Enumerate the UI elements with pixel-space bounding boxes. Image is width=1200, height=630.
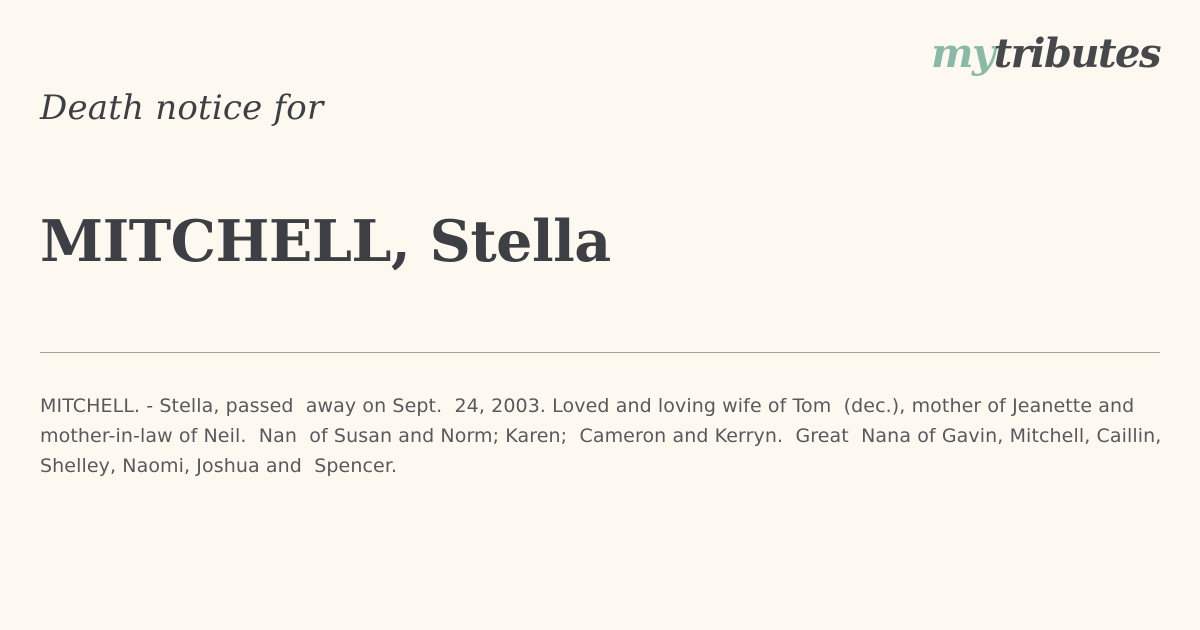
page-title: MITCHELL, Stella — [40, 208, 611, 275]
divider — [40, 352, 1160, 353]
death-notice-body: MITCHELL. - Stella, passed away on Sept. 24, 2003. Loved and loving wife of Tom (dec.), mother of Jeanette and mother-in-law of Neil. Nan of Susan and Norm; Karen; Cameron and Kerryn. Great Nana of Gavin, Mitchell, Caillin, Shelley, Naomi, Joshua and Spencer. — [40, 395, 1174, 477]
death-notice-eyebrow: Death notice for — [40, 88, 324, 128]
logo-prefix: my — [931, 30, 994, 77]
mytributes-logo[interactable] — [931, 30, 1160, 77]
logo-suffix: tributes — [993, 30, 1160, 77]
